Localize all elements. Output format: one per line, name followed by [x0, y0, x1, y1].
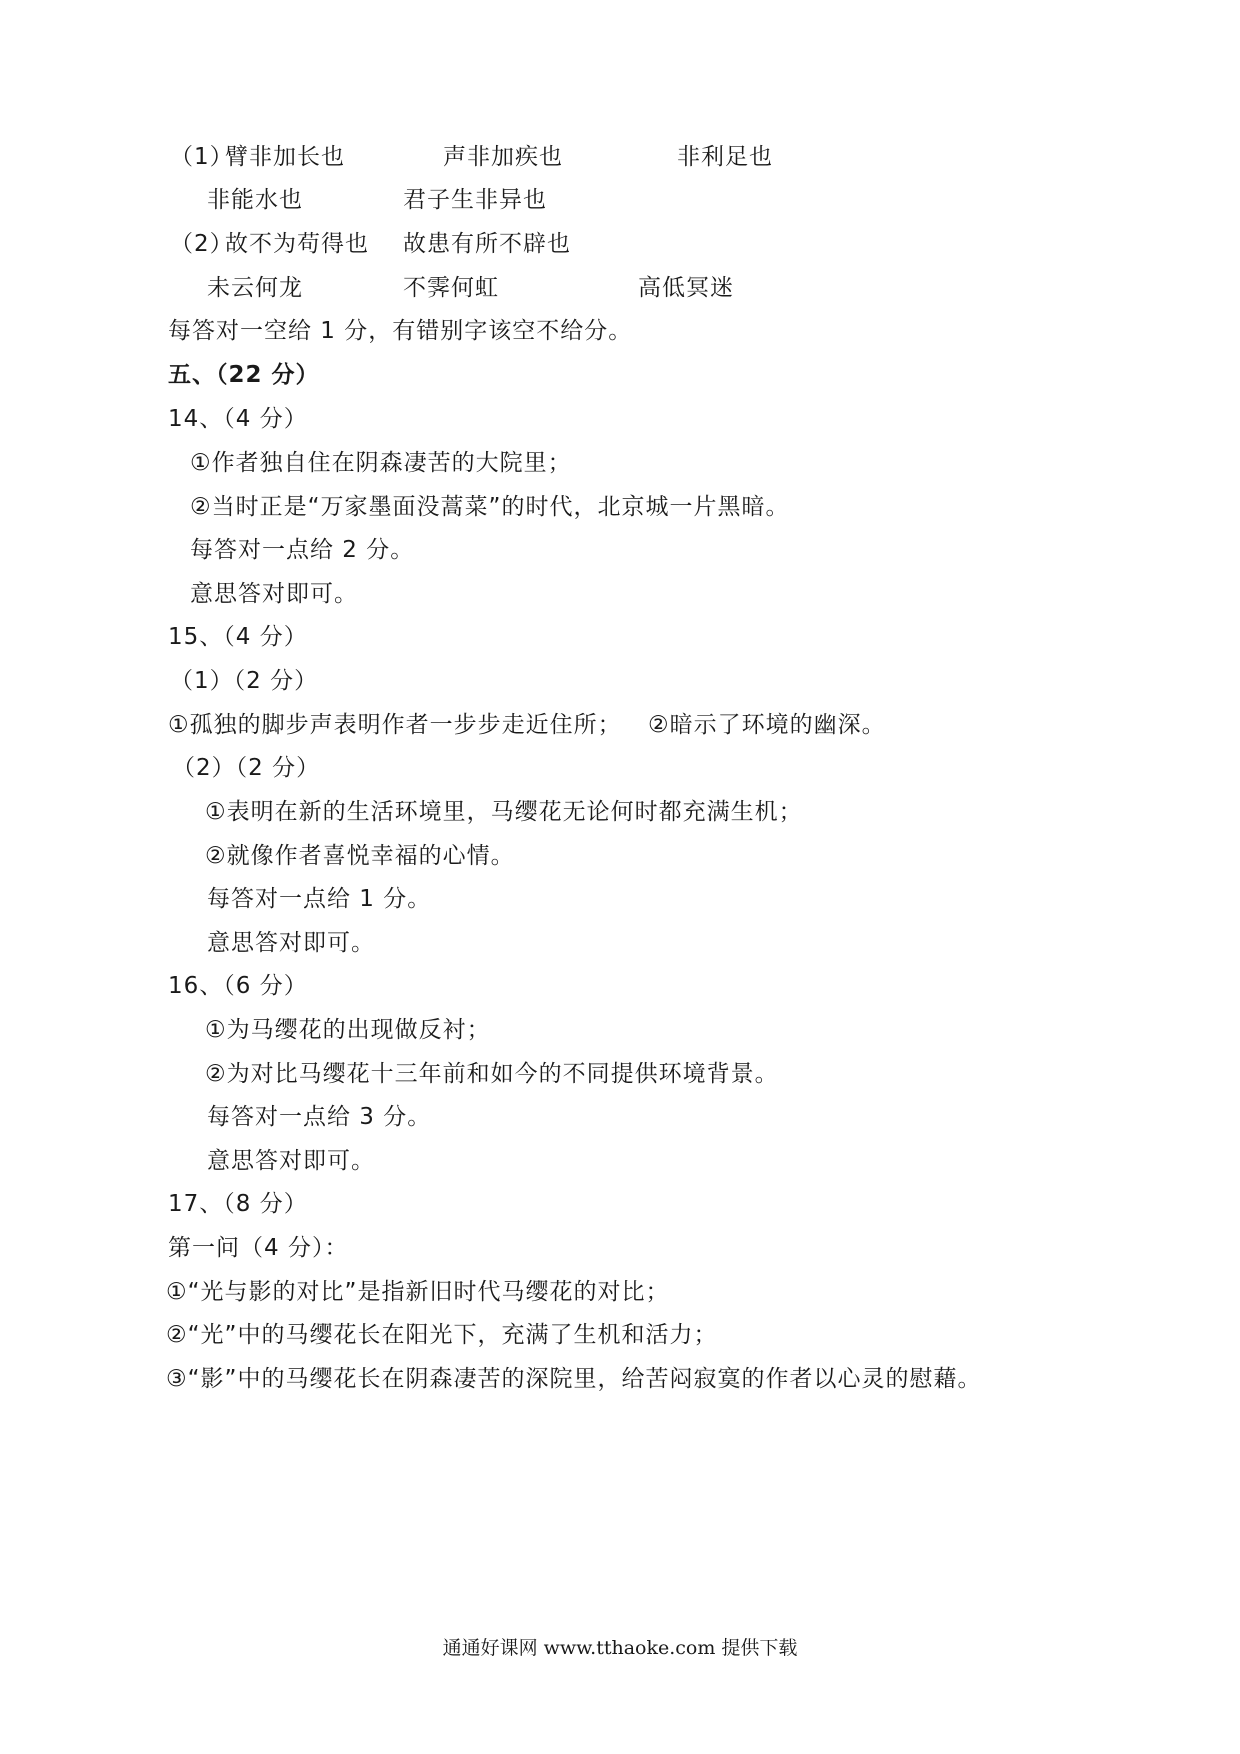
q16-note-2: 意思答对即可。	[207, 1148, 375, 1174]
q14-title: 14、（4 分）	[168, 406, 308, 432]
q13-p2-answer-a: 故不为苟得也	[225, 231, 369, 257]
q15-sub2-point-2: ②就像作者喜悦幸福的心情。	[205, 843, 515, 869]
q15-title: 15、（4 分）	[168, 624, 308, 650]
section-five-heading: 五、（22 分）	[168, 362, 320, 388]
q15-note-1: 每答对一点给 1 分。	[207, 886, 432, 912]
q15-note-2: 意思答对即可。	[207, 930, 375, 956]
q13-p1-answer-c: 非利足也	[677, 144, 773, 170]
page-footer: 通通好课网 www.tthaoke.com 提供下载	[442, 1637, 798, 1659]
q15-sub1-point-2: ②暗示了环境的幽深。	[648, 712, 886, 738]
q16-point-1: ①为马缨花的出现做反衬；	[205, 1017, 491, 1043]
q13-p2-answer-c: 未云何龙	[207, 275, 303, 301]
q13-scoring-note: 每答对一空给 1 分，有错别字该空不给分。	[168, 318, 633, 344]
q15-sub1-title: （1）（2 分）	[170, 668, 319, 694]
q16-title: 16、（6 分）	[168, 973, 308, 999]
q15-sub2-title: （2）（2 分）	[172, 755, 321, 781]
q15-sub2-point-1: ①表明在新的生活环境里，马缨花无论何时都充满生机；	[205, 799, 803, 825]
q16-point-2: ②为对比马缨花十三年前和如今的不同提供环境背景。	[205, 1061, 779, 1087]
q17-point-3: ③“影”中的马缨花长在阴森凄苦的深院里，给苦闷寂寞的作者以心灵的慰藉。	[166, 1366, 982, 1392]
q17-title: 17、（8 分）	[168, 1191, 308, 1217]
q13-p2-answer-e: 高低冥迷	[638, 275, 734, 301]
q14-note-2: 意思答对即可。	[190, 581, 358, 607]
q13-p2-answer-b: 故患有所不辟也	[403, 231, 571, 257]
q13-p1-answer-b: 声非加疾也	[443, 144, 563, 170]
q14-point-1: ①作者独自住在阴森凄苦的大院里；	[190, 450, 572, 476]
q13-p1-answer-d: 非能水也	[207, 187, 303, 213]
q17-point-1: ①“光与影的对比”是指新旧时代马缨花的对比；	[166, 1279, 670, 1305]
q13-p2-answer-d: 不霁何虹	[403, 275, 499, 301]
q17-part1-title: 第一问（4 分）：	[168, 1235, 349, 1261]
q13-p2-label: （2）	[170, 231, 234, 257]
q13-p1-answer-e: 君子生非异也	[403, 187, 547, 213]
q13-p1-label: （1）	[170, 144, 234, 170]
q16-note-1: 每答对一点给 3 分。	[207, 1104, 432, 1130]
q14-point-2: ②当时正是“万家墨面没蒿菜”的时代，北京城一片黑暗。	[190, 494, 790, 520]
q13-p1-answer-a: 臂非加长也	[225, 144, 345, 170]
q15-sub1-point-1: ①孤独的脚步声表明作者一步步走近住所；	[168, 712, 622, 738]
q14-note-1: 每答对一点给 2 分。	[190, 537, 415, 563]
q17-point-2: ②“光”中的马缨花长在阳光下，充满了生机和活力；	[166, 1322, 718, 1348]
